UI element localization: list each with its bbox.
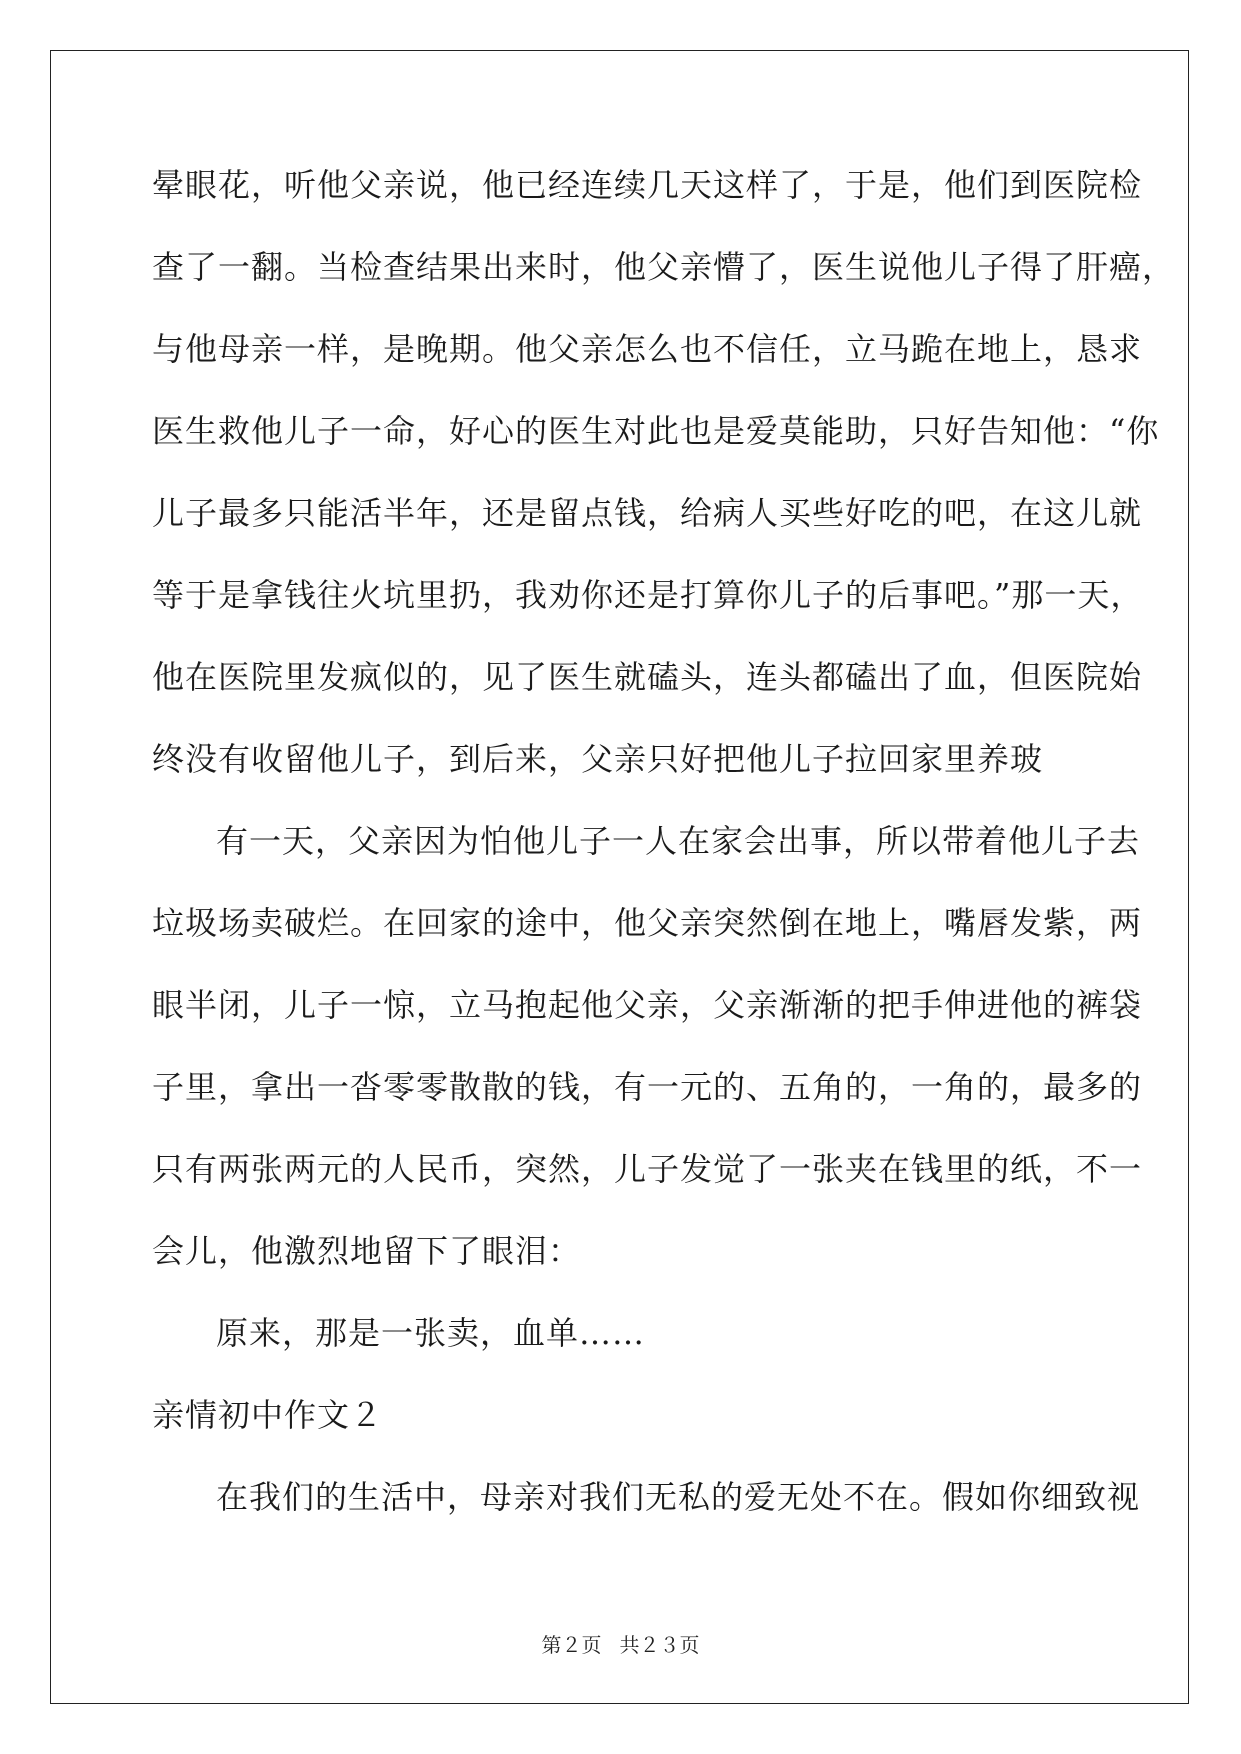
page-footer — [0, 1633, 1241, 1657]
document-body — [152, 160, 1176, 1554]
section-heading: 亲情初中作文２ — [152, 1396, 384, 1434]
text-line: 晕眼花，听他父亲说，他已经连续几天这样了，于是，他们到医院检 — [152, 166, 1143, 204]
text-line: 等于是拿钱往火坑里扔，我劝你还是打算你儿子的后事吧。”那一天， — [152, 576, 1144, 614]
text-line: 查了一翻。当检查结果出来时，他父亲懵了，医生说他儿子得了肝癌， — [152, 248, 1176, 286]
page-number: 第２页 — [541, 1633, 602, 1657]
text-line: 眼半闭，儿子一惊，立马抱起他父亲，父亲渐渐的把手伸进他的裤袋 — [152, 986, 1143, 1024]
text-line: 只有两张两元的人民币，突然，儿子发觉了一张夹在钱里的纸，不一 — [152, 1150, 1143, 1188]
text-line: 原来，那是一张卖，血单…… — [216, 1314, 646, 1352]
text-line: 垃圾场卖破烂。在回家的途中，他父亲突然倒在地上，嘴唇发紫，两 — [152, 904, 1143, 942]
text-line: 终没有收留他儿子，到后来，父亲只好把他儿子拉回家里养玻 — [152, 740, 1044, 778]
text-line: 会儿，他激烈地留下了眼泪： — [152, 1232, 582, 1270]
text-line: 有一天，父亲因为怕他儿子一人在家会出事，所以带着他儿子去 — [216, 822, 1141, 860]
text-line: 医生救他儿子一命，好心的医生对此也是爱莫能助，只好告知他：“你 — [152, 412, 1160, 450]
text-line: 在我们的生活中，母亲对我们无私的爱无处不在。假如你细致视 — [216, 1478, 1141, 1516]
text-line: 他在医院里发疯似的，见了医生就磕头，连头都磕出了血，但医院始 — [152, 658, 1143, 696]
text-line: 与他母亲一样，是晚期。他父亲怎么也不信任，立马跪在地上，恳求 — [152, 330, 1143, 368]
text-line: 儿子最多只能活半年，还是留点钱，给病人买些好吃的吧，在这儿就 — [152, 494, 1143, 532]
page-total: 共２３页 — [619, 1633, 700, 1657]
text-line: 子里，拿出一沓零零散散的钱，有一元的、五角的，一角的，最多的 — [152, 1068, 1143, 1106]
